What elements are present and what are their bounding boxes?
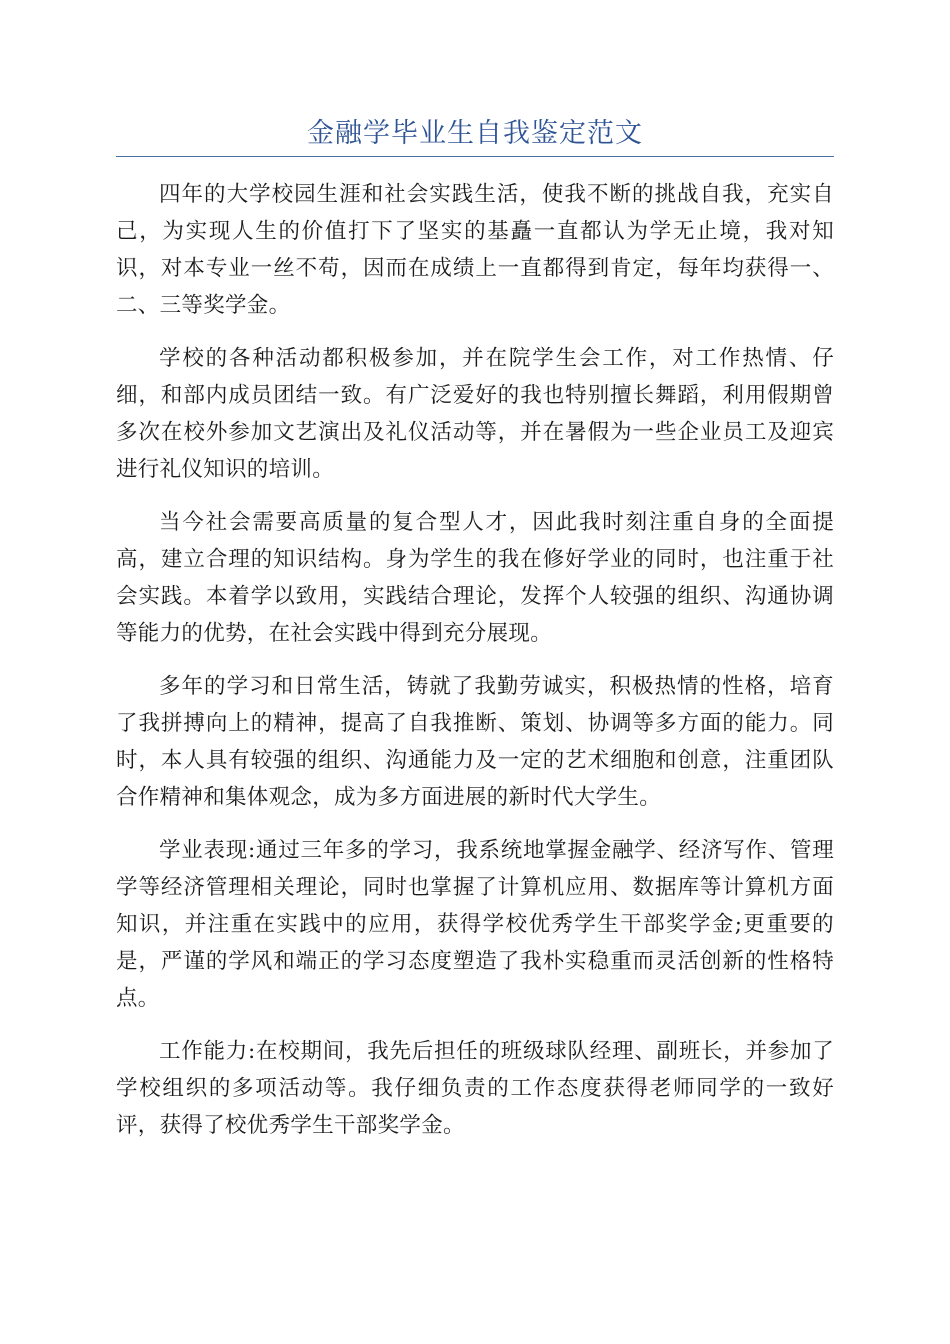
paragraph-4: 多年的学习和日常生活，铸就了我勤劳诚实，积极热情的性格，培育了我拼搏向上的精神，提高了自我推断、策划、协调等多方面的能力。同时，本人具有较强的组织、沟通能力及一定的艺术细胞和创意，注重团队合作精神和集体观念，成为多方面进展的新时代大学生。	[116, 674, 834, 810]
document-body	[116, 176, 834, 1160]
document-title: 金融学毕业生自我鉴定范文	[307, 118, 643, 149]
paragraph-6: 工作能力:在校期间，我先后担任的班级球队经理、副班长，并参加了学校组织的多项活动等。我仔细负责的工作态度获得老师同学的一致好评，获得了校优秀学生干部奖学金。	[116, 1039, 834, 1138]
paragraph-5: 学业表现:通过三年多的学习，我系统地掌握金融学、经济写作、管理学等经济管理相关理论，同时也掌握了计算机应用、数据库等计算机方面知识，并注重在实践中的应用，获得学校优秀学生干部奖学金;更重要的是，严谨的学风和端正的学习态度塑造了我朴实稳重而灵活创新的性格特点。	[116, 838, 834, 1011]
paragraph-3: 当今社会需要高质量的复合型人才，因此我时刻注重自身的全面提高，建立合理的知识结构。身为学生的我在修好学业的同时，也注重于社会实践。本着学以致用，实践结合理论，发挥个人较强的组织、沟通协调等能力的优势，在社会实践中得到充分展现。	[116, 510, 834, 646]
paragraph-2: 学校的各种活动都积极参加，并在院学生会工作，对工作热情、仔细，和部内成员团结一致。有广泛爱好的我也特别擅长舞蹈，利用假期曾多次在校外参加文艺演出及礼仪活动等，并在暑假为一些企业员工及迎宾进行礼仪知识的培训。	[116, 346, 834, 482]
title-block	[116, 112, 834, 157]
paragraph-1: 四年的大学校园生涯和社会实践生活，使我不断的挑战自我，充实自己，为实现人生的价值打下了坚实的基矗一直都认为学无止境，我对知识，对本专业一丝不苟，因而在成绩上一直都得到肯定，每年均获得一、二、三等奖学金。	[116, 182, 834, 318]
